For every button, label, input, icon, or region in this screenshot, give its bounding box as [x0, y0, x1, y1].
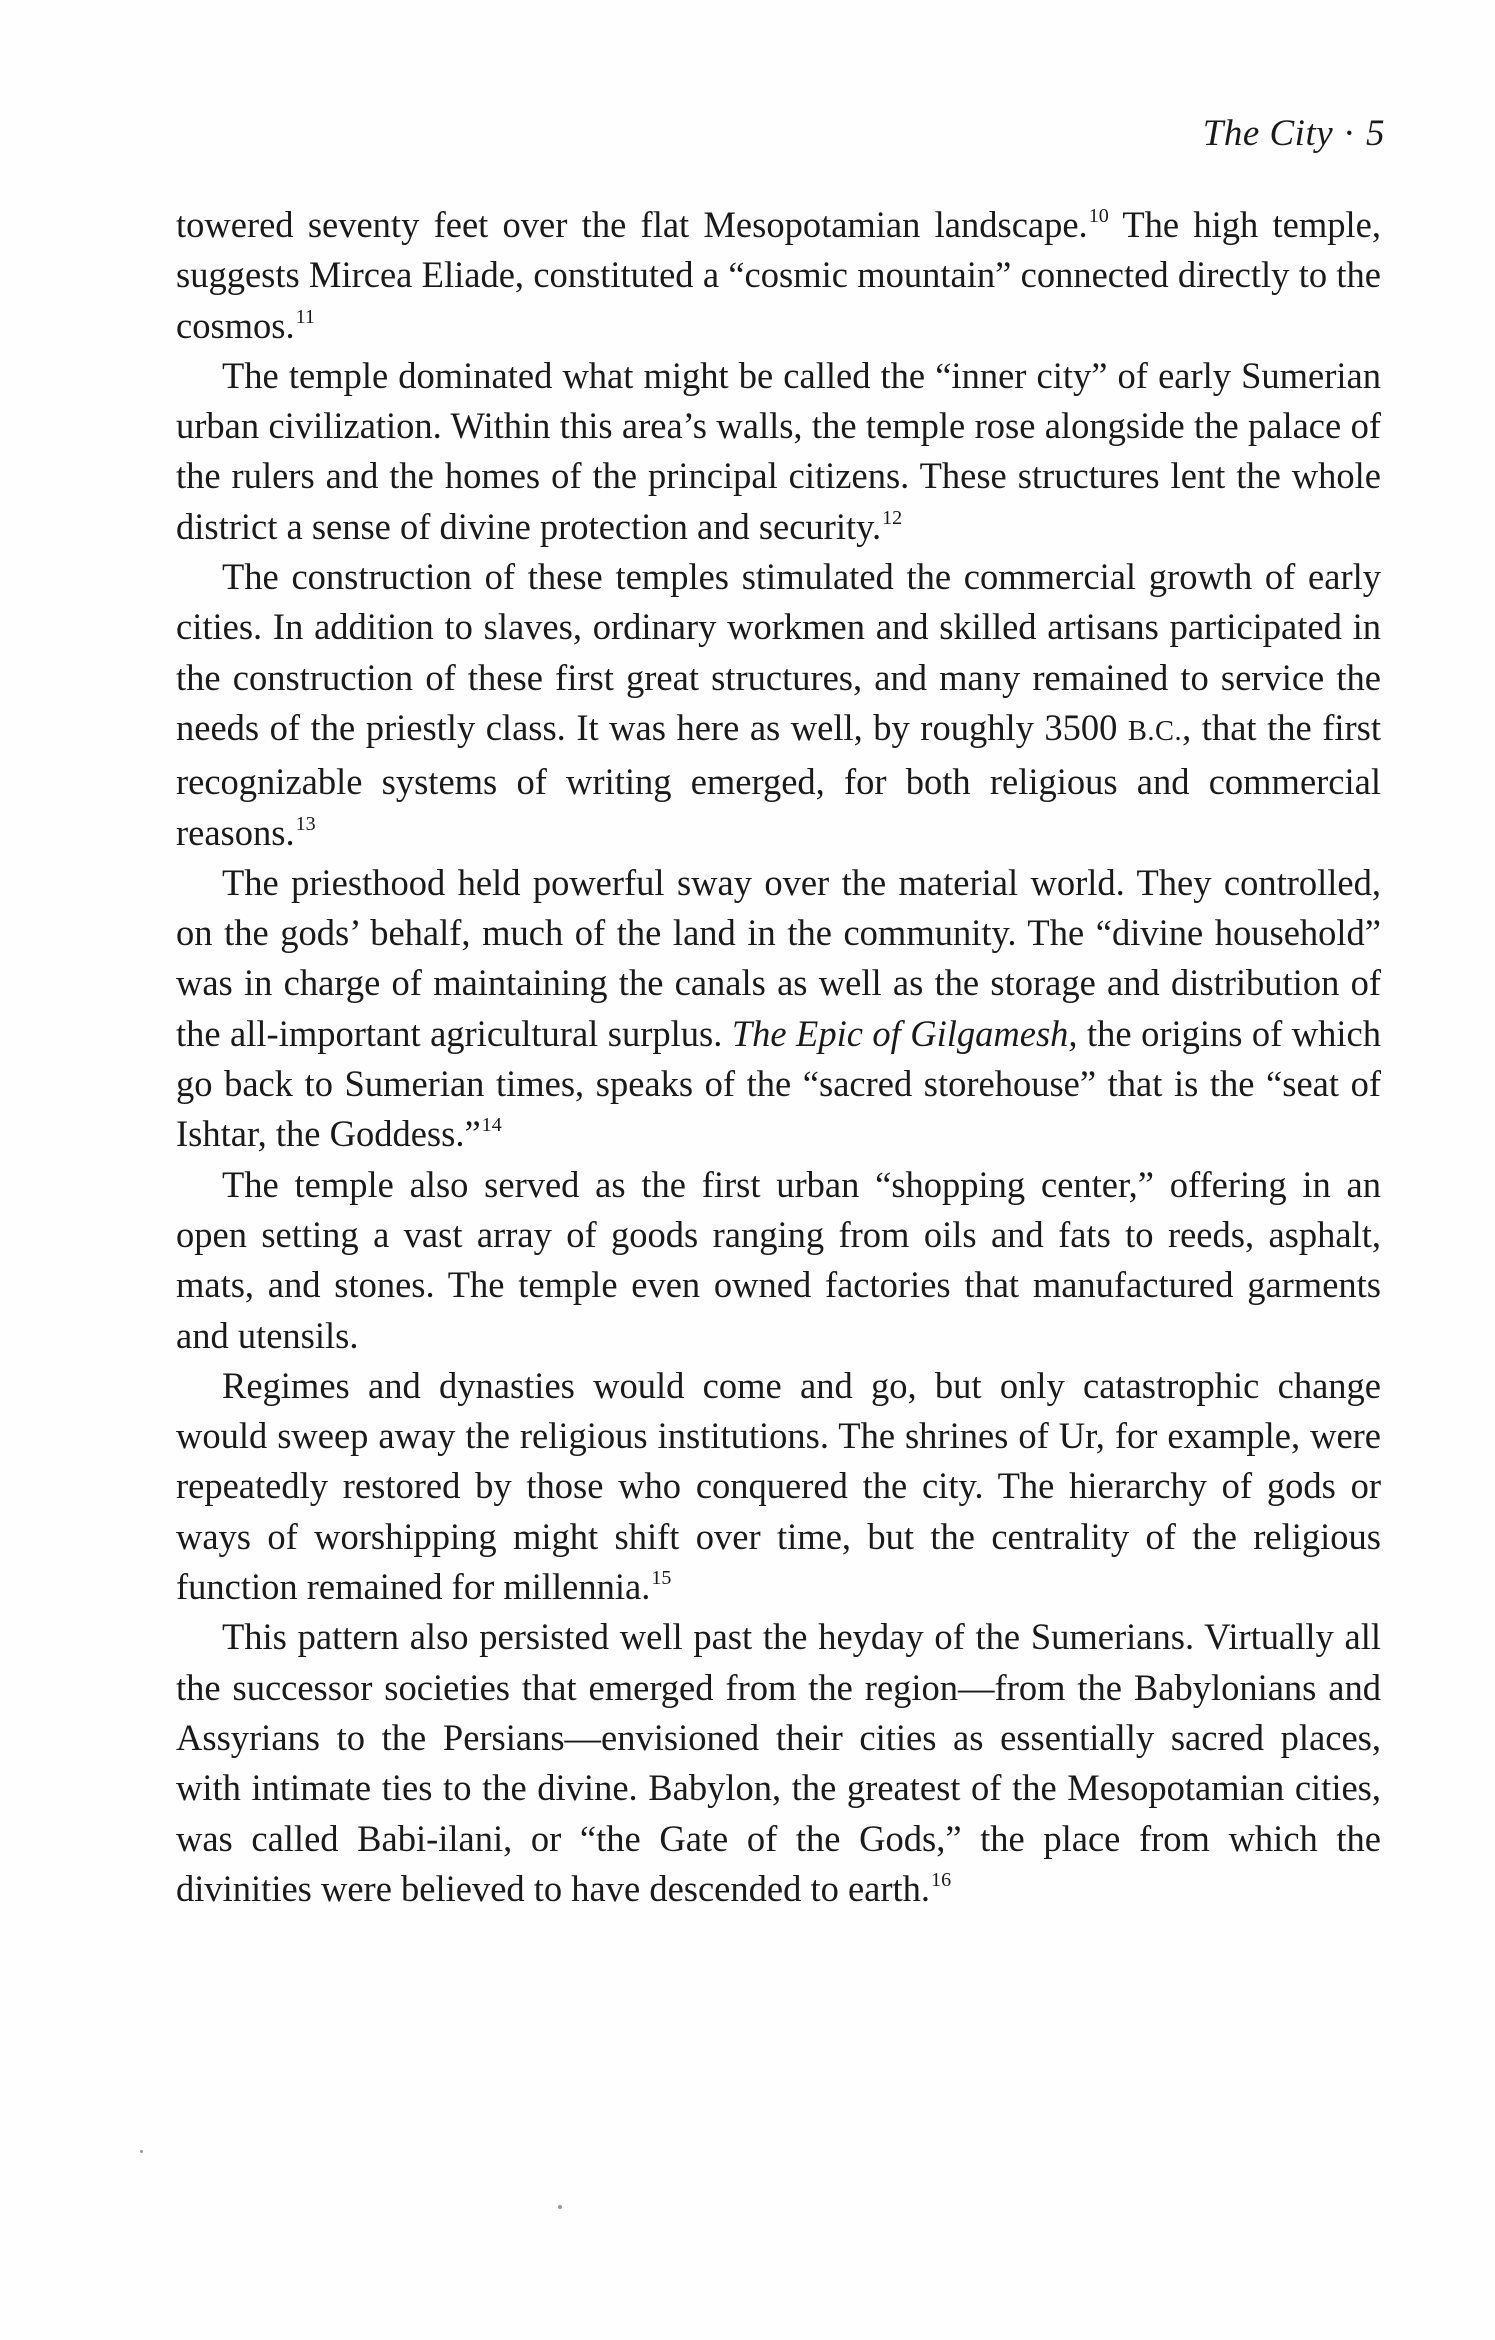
page-number: 5 — [1366, 113, 1385, 154]
text-run: The temple also served as the first urban “shopping center,” offering in an open setting a vast array of goods ranging from oils and fats to reeds, asphalt, mats, and stones. The temple even owned factories that manufactured garments and utensils. — [176, 1163, 1381, 1356]
footnote-ref: 15 — [651, 1566, 672, 1589]
running-head-title: The City — [1202, 113, 1334, 154]
scan-speck — [140, 2150, 143, 2153]
paragraph — [176, 1361, 1381, 1612]
text-run: The construction of these temples stimulated the commercial growth of early cities. In addition to slaves, ordinary workmen and skilled artisans participated in the construction of these first great structures, and many remained to service the needs of the priestly class. It was here as well, by roughly 3500 — [176, 556, 1381, 748]
footnote-ref: 13 — [295, 812, 316, 835]
footnote-ref: 10 — [1088, 204, 1109, 227]
text-run: towered seventy feet over the flat Mesopotamian landscape. — [176, 204, 1088, 245]
body-text — [176, 200, 1381, 1914]
text-run: , that the first recognizable systems of writing emerged, for both religious and commercial reasons. — [176, 706, 1381, 853]
paragraph — [176, 1160, 1381, 1361]
paragraph — [176, 552, 1381, 858]
footnote-ref: 12 — [882, 506, 903, 529]
text-run: The priesthood held powerful sway over the material world. They controlled, on the gods’ behalf, much of the land in the community. The “divine household” was in charge of maintaining the canals as well as the storage and distribution of the all-important agricultural surplus. — [176, 861, 1381, 1054]
paragraph — [176, 858, 1381, 1160]
running-head — [1203, 112, 1385, 155]
running-head-separator: · — [1343, 113, 1356, 154]
text-run: The temple dominated what might be called the “inner city” of early Sumerian urban civilization. Within this area’s walls, the temple rose alongside the palace of the rulers and the homes of the principal citizens. These structures lent the whole district a sense of divine protection and security. — [176, 354, 1381, 547]
footnote-ref: 11 — [295, 305, 315, 328]
scan-speck — [558, 2205, 562, 2209]
italic-title: The Epic of Gilgamesh, — [731, 1012, 1078, 1054]
text-run: The high temple, suggests Mircea Eliade, constituted a “cosmic mountain” connected directly to the cosmos. — [176, 204, 1381, 346]
footnote-ref: 16 — [931, 1868, 952, 1891]
footnote-ref: 14 — [481, 1114, 502, 1137]
text-run: the origins of which go back to Sumerian times, speaks of the “sacred storehouse” that is the “seat of Ishtar, the Goddess.” — [176, 1012, 1382, 1155]
paragraph — [176, 1612, 1381, 1914]
paragraph — [176, 351, 1381, 552]
text-run: Regimes and dynasties would come and go, but only catastrophic change would sweep away the religious institutions. The shrines of Ur, for example, were repeatedly restored by those who conquered the city. The hierarchy of gods or ways of worshipping might shift over time, but the centrality of the religious function remained for millennia. — [176, 1364, 1381, 1608]
paragraph — [176, 200, 1381, 351]
small-caps-text: B.C. — [1127, 715, 1183, 747]
text-run: This pattern also persisted well past the heyday of the Sumerians. Virtually all the successor societies that emerged from the region—from the Babylonians and Assyrians to the Persians—envisioned their cities as essentially sacred places, with intimate ties to the divine. Babylon, the greatest of the Mesopotamian cities, was called Babi-ilani, or “the Gate of the Gods,” the place from which the divinities were believed to have descended to earth. — [176, 1616, 1381, 1909]
